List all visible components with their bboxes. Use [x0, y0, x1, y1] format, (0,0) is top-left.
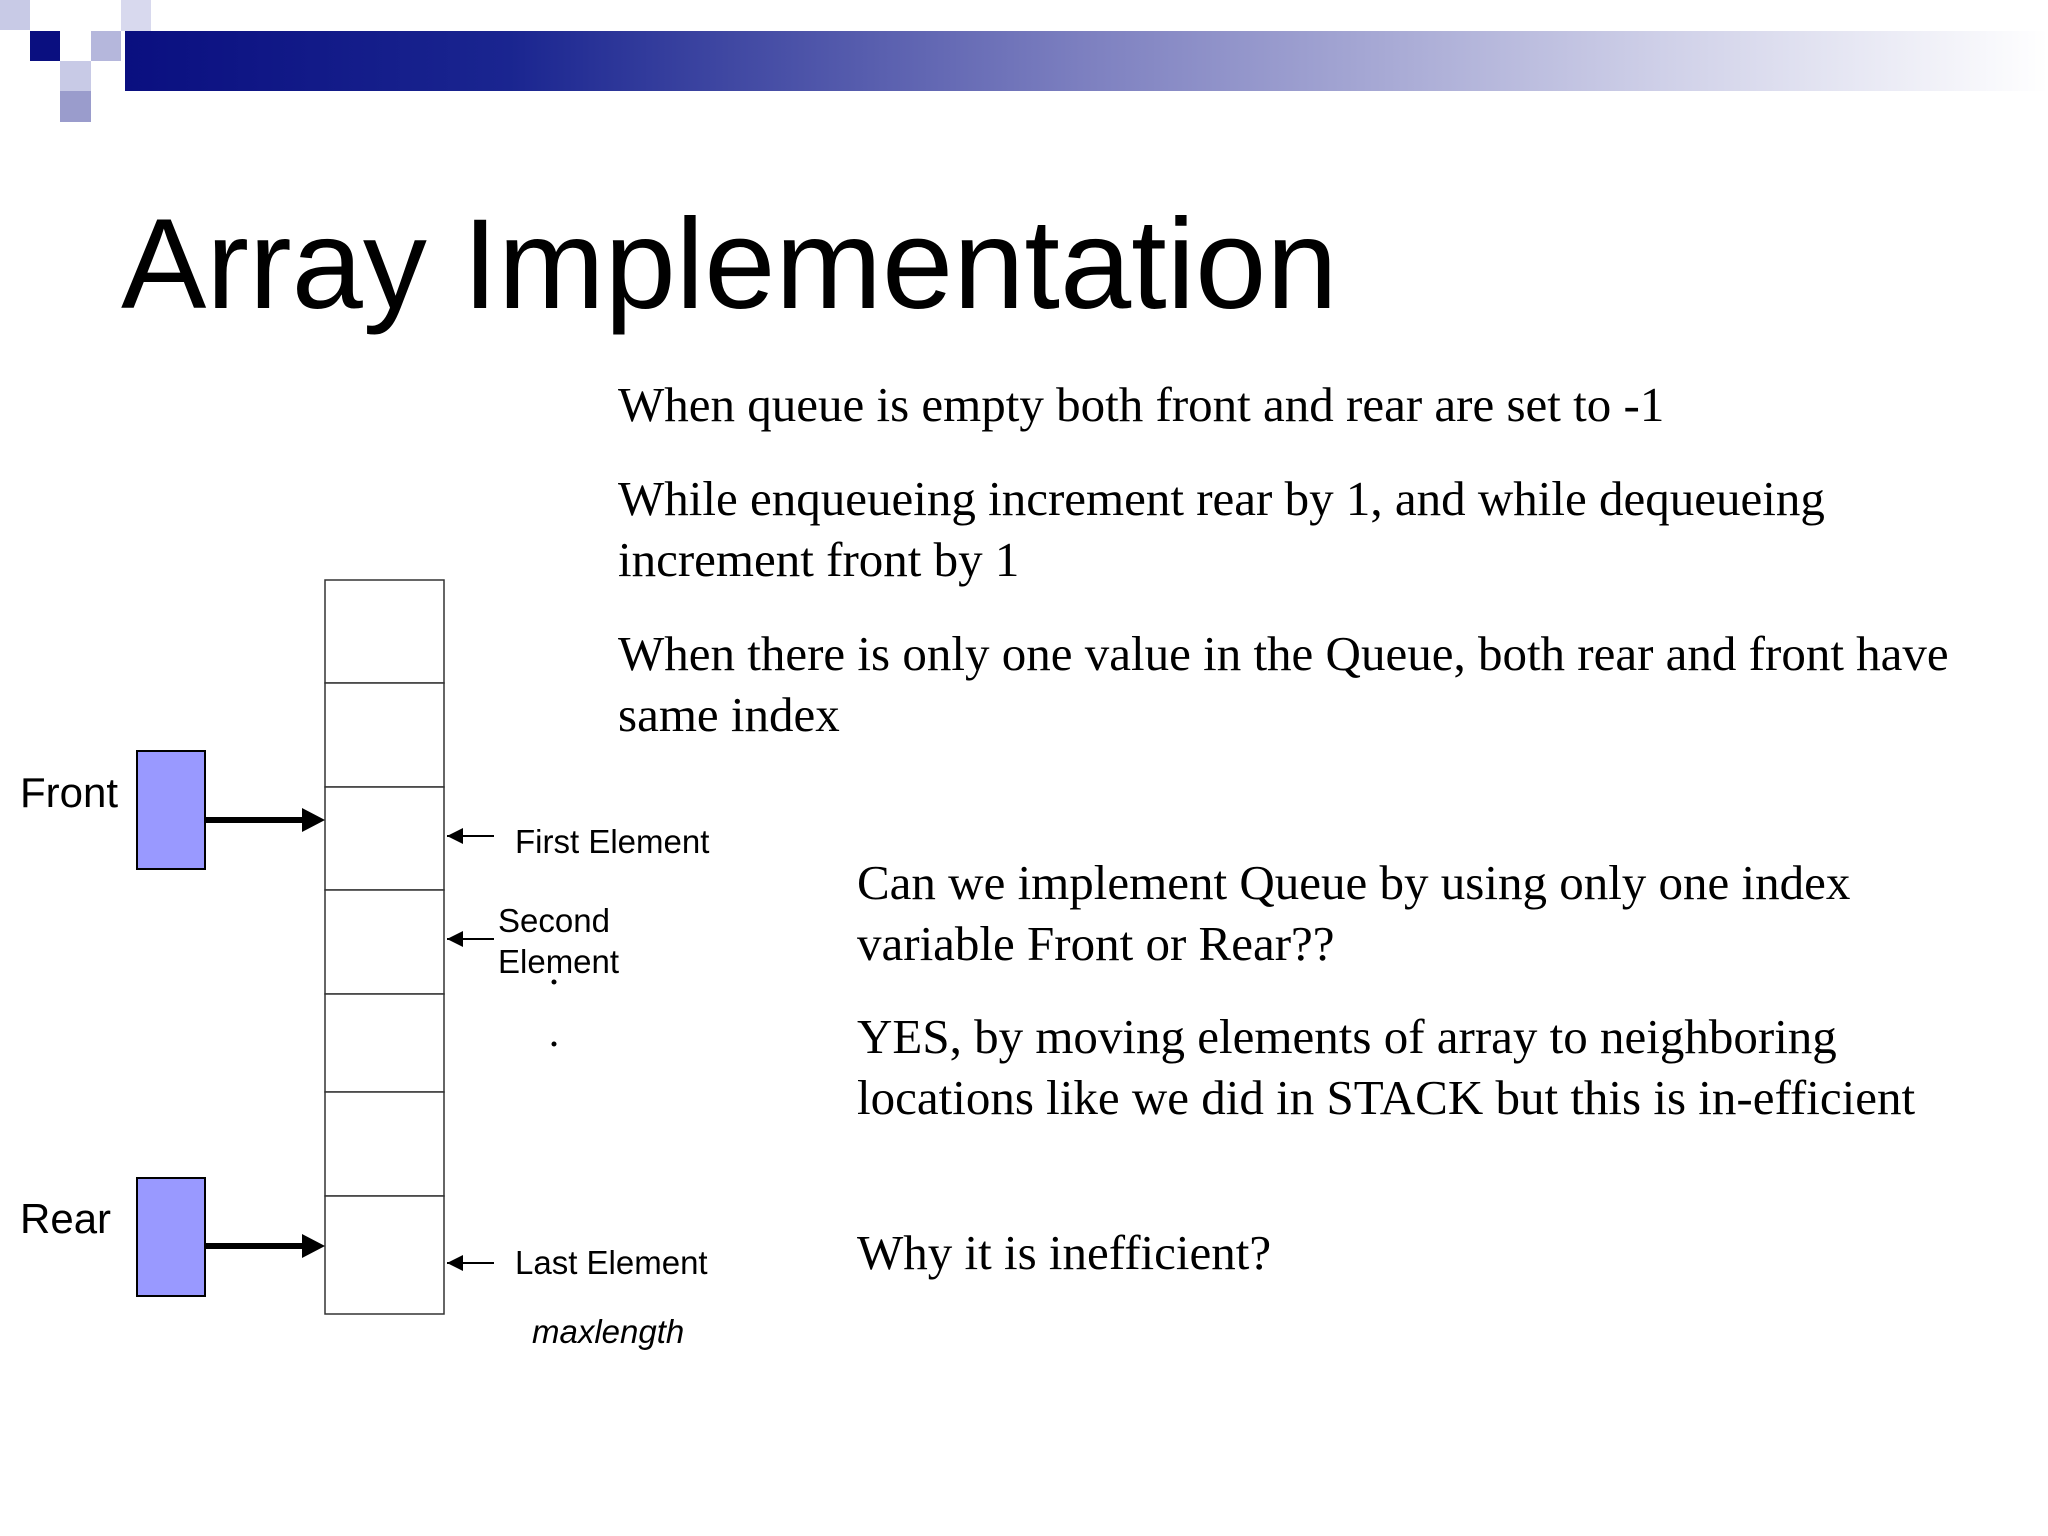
bullet-text: When queue is empty both front and rear are set to -1 [618, 377, 1665, 432]
rear-pointer-box [137, 1178, 205, 1296]
bullet-text: When there is only one value in the Queue, both rear and front have same index [618, 626, 1949, 742]
front-label: Front [20, 769, 119, 816]
bullet-text: While enqueueing increment rear by 1, and while dequeueing increment front by 1 [618, 471, 1825, 587]
maxlength-label: maxlength [532, 1313, 685, 1350]
ellipsis-dot [552, 1042, 557, 1047]
slide-title: Array Implementation [121, 193, 1338, 336]
bullet-text: Can we implement Queue by using only one index variable Front or Rear?? [857, 855, 1851, 971]
array-cell [325, 580, 444, 683]
rear-label: Rear [20, 1195, 112, 1242]
bullet-text: YES, by moving elements of array to neighboring locations like we did in STACK but this is in-efficient [857, 1009, 1916, 1125]
front-arrow-head [302, 808, 325, 832]
array-cells [325, 580, 444, 1314]
bullet-text: Why it is inefficient? [857, 1225, 1272, 1280]
array-cell [325, 890, 444, 994]
front-pointer-box [137, 751, 205, 869]
ellipsis-dot [552, 980, 557, 985]
first-element-label: First Element [515, 823, 710, 860]
array-cell [325, 683, 444, 787]
last-element-label: Last Element [515, 1244, 708, 1281]
second-element-label: Element [498, 943, 620, 980]
second-element-label: Second [498, 902, 610, 939]
array-cell [325, 1196, 444, 1314]
array-cell [325, 994, 444, 1092]
rear-arrow-head [302, 1234, 325, 1258]
array-cell [325, 1092, 444, 1196]
array-cell [325, 787, 444, 890]
